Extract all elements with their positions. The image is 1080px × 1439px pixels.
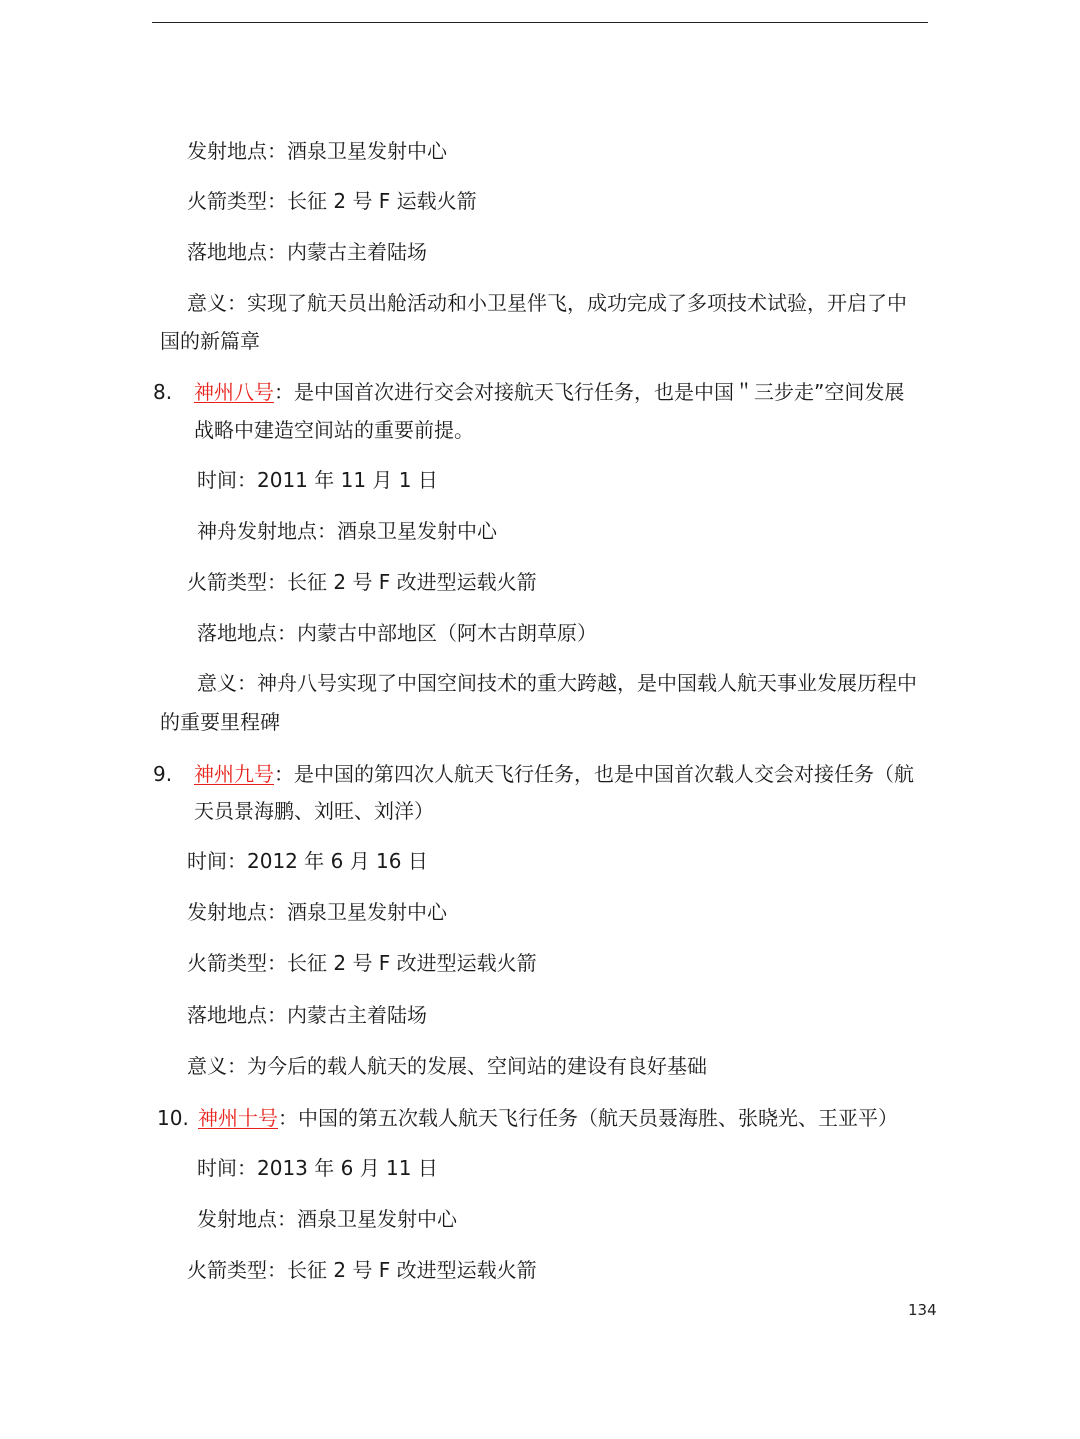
launch-time: 时间：2013 年 6 月 11 日 (197, 1156, 438, 1180)
item-heading (194, 380, 904, 404)
launch-time: 时间：2012 年 6 月 16 日 (187, 849, 428, 873)
launch-site: 发射地点：酒泉卫星发射中心 (197, 1207, 457, 1231)
significance-line-2: 国的新篇章 (160, 329, 260, 353)
landing-site: 落地地点：内蒙古中部地区（阿木古朗草原） (197, 621, 597, 645)
item-heading (194, 762, 914, 786)
item-number: 9. (153, 762, 173, 786)
significance-line-1: 意义：实现了航天员出舱活动和小卫星伴飞，成功完成了多项技术试验，开启了中 (187, 291, 907, 315)
landing-site: 落地地点：内蒙古主着陆场 (187, 1003, 427, 1027)
rocket-type: 火箭类型：长征 2 号 F 改进型运载火箭 (187, 951, 537, 975)
mission-name-link[interactable]: 神州十号 (198, 1106, 278, 1130)
launch-site: 发射地点：酒泉卫星发射中心 (187, 900, 447, 924)
significance-line-1: 意义：神舟八号实现了中国空间技术的重大跨越，是中国载人航天事业发展历程中 (197, 671, 917, 695)
significance-line-2: 的重要里程碑 (160, 710, 280, 734)
mission-name-link[interactable]: 神州九号 (194, 762, 274, 786)
item-description-line-2: 天员景海鹏、刘旺、刘洋） (194, 799, 434, 823)
launch-site: 发射地点：酒泉卫星发射中心 (187, 139, 447, 163)
item-description: ：中国的第五次载人航天飞行任务（航天员聂海胜、张晓光、王亚平） (278, 1106, 898, 1130)
launch-time: 时间：2011 年 11 月 1 日 (197, 468, 438, 492)
page-number: 134 (908, 1301, 937, 1319)
landing-site: 落地地点：内蒙古主着陆场 (187, 240, 427, 264)
item-description-line-2: 战略中建造空间站的重要前提。 (194, 418, 474, 442)
item-number: 10. (157, 1106, 189, 1130)
mission-name-link[interactable]: 神州八号 (194, 380, 274, 404)
rocket-type: 火箭类型：长征 2 号 F 改进型运载火箭 (187, 570, 537, 594)
significance: 意义：为今后的载人航天的发展、空间站的建设有良好基础 (187, 1054, 707, 1078)
item-heading (198, 1106, 898, 1130)
item-number: 8. (153, 380, 173, 404)
item-description: ：是中国的第四次人航天飞行任务，也是中国首次载人交会对接任务（航 (274, 762, 914, 786)
rocket-type: 火箭类型：长征 2 号 F 改进型运载火箭 (187, 1258, 537, 1282)
launch-site: 神舟发射地点：酒泉卫星发射中心 (197, 519, 497, 543)
rocket-type: 火箭类型：长征 2 号 F 运载火箭 (187, 189, 477, 213)
item-description: ：是中国首次进行交会对接航天飞行任务，也是中国＂三步走”空间发展 (274, 380, 905, 404)
header-rule (152, 22, 928, 23)
